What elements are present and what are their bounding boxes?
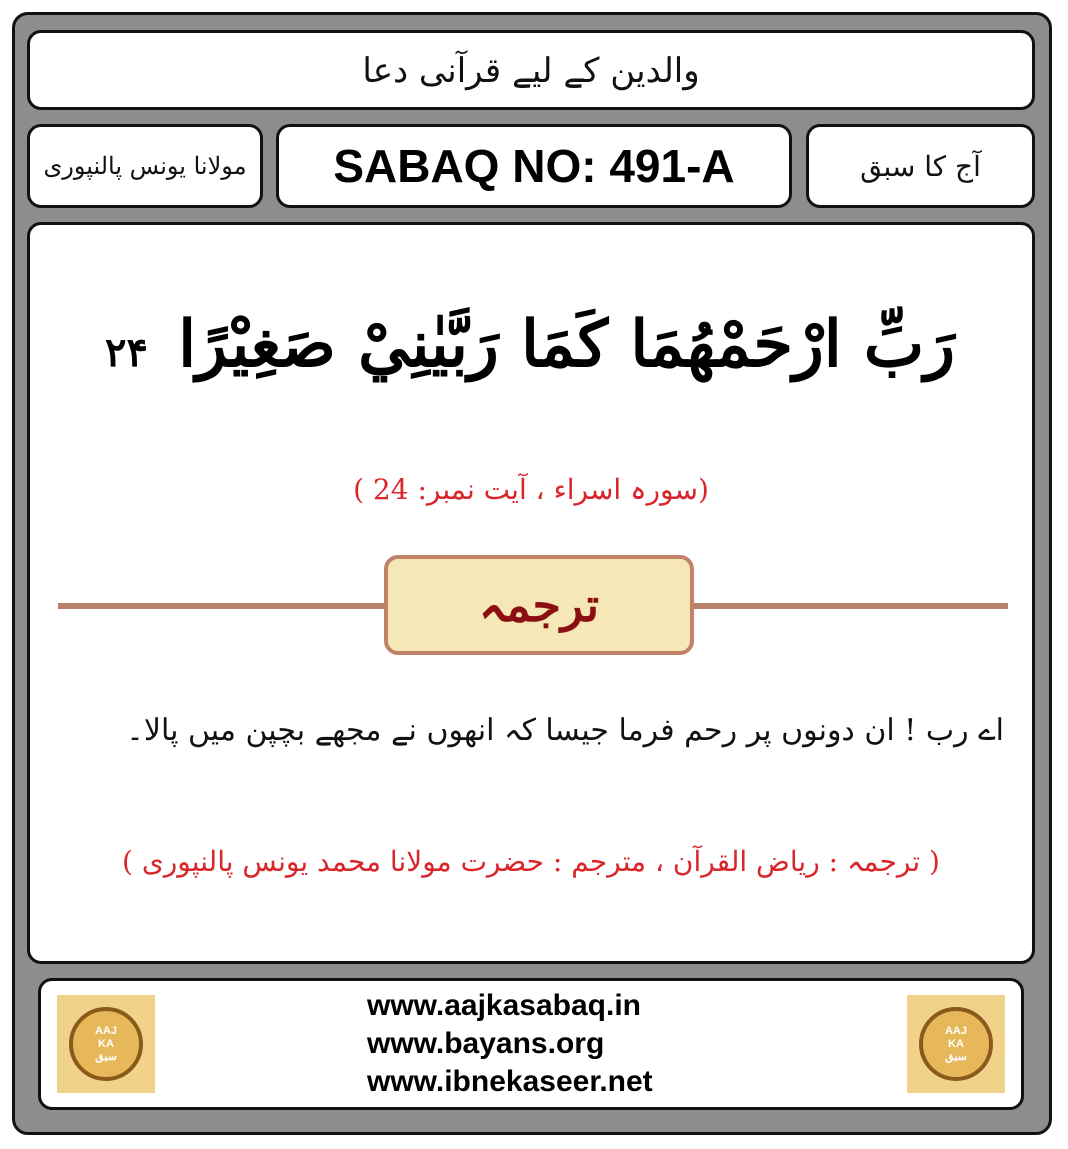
logo-emblem: [69, 1007, 143, 1081]
translation-badge: [384, 555, 694, 655]
website-link[interactable]: www.bayans.org: [367, 1027, 605, 1060]
ayah-number-marker: ۲۴: [104, 329, 148, 376]
lesson-number-box: [276, 124, 792, 208]
ayah-text: رَبِّ ارْحَمْهُمَا كَمَا رَبَّيٰنِيْ صَغِيْرًا: [178, 307, 956, 382]
translation-heading: ترجمہ: [478, 578, 600, 632]
footer: [38, 978, 1024, 1110]
translation-credit: ( ترجمہ : ریاض القرآن ، مترجم : حضرت مولانا محمد یونس پالنپوری ): [122, 845, 940, 878]
website-link[interactable]: www.ibnekaseer.net: [367, 1065, 653, 1098]
quran-ayah: [70, 285, 990, 405]
logo-right: [907, 995, 1005, 1093]
website-links: [367, 987, 787, 1101]
main-content: [27, 222, 1035, 964]
logo-text-line3: سبق: [945, 1050, 967, 1063]
author-box: [27, 124, 263, 208]
logo-left: [57, 995, 155, 1093]
logo-text-line3: سبق: [95, 1050, 117, 1063]
page-title: والدین کے لیے قرآنی دعا: [362, 50, 700, 91]
today-lesson-label: آج کا سبق: [860, 149, 981, 183]
title-box: [27, 30, 1035, 110]
surah-reference: (سورہ اسراء ، آیت نمبر: 24 ): [353, 473, 709, 506]
logo-text-line2: KA: [98, 1037, 114, 1050]
logo-text-line1: AAJ: [94, 1024, 117, 1037]
lesson-number: SABAQ NO: 491-A: [333, 140, 735, 192]
logo-emblem: [919, 1007, 993, 1081]
translation-text: اے رب ! ان دونوں پر رحم فرما جیسا کہ انھوں نے مجھے بچپن میں پالا۔: [126, 713, 1004, 748]
website-link[interactable]: www.aajkasabaq.in: [367, 989, 641, 1022]
divider-right: [694, 603, 1008, 609]
today-lesson-box: [806, 124, 1035, 208]
logo-text-line2: KA: [948, 1037, 964, 1050]
author-name: مولانا یونس پالنپوری: [43, 152, 247, 180]
divider-left: [58, 603, 384, 609]
logo-text-line1: AAJ: [944, 1024, 967, 1037]
